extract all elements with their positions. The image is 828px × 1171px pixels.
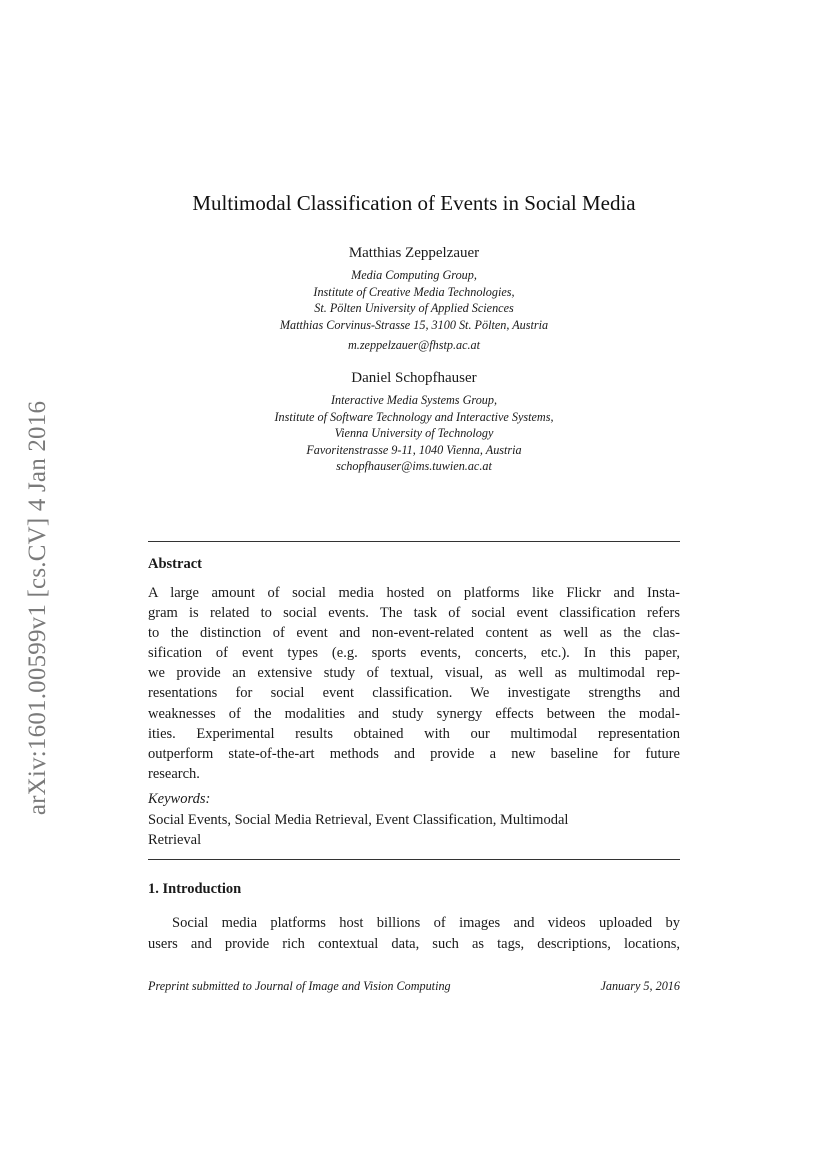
abstract-line: research. (148, 765, 200, 782)
abstract-bottom-rule (148, 859, 680, 860)
arxiv-identifier-stamp (16, 372, 60, 844)
abstract-line: sification of event types (e.g. sports events, concerts, etc.). In this paper, (148, 645, 680, 662)
author-email: schopfhauser@ims.tuwien.ac.at (336, 459, 492, 474)
author-block-2 (148, 368, 680, 475)
author-name: Daniel Schopfhauser (351, 370, 477, 386)
page-footer (148, 979, 680, 994)
abstract-line: outperform state-of-the-art methods and provide a new baseline for future (148, 745, 680, 762)
affiliation-line: Interactive Media Systems Group, (330, 393, 498, 407)
keywords-list (148, 810, 680, 850)
keywords-label: Keywords: (148, 791, 211, 807)
affiliation-line: St. Pölten University of Applied Sciences (314, 301, 514, 316)
abstract-heading: Abstract (148, 556, 202, 572)
section-heading-introduction: 1. Introduction (148, 881, 242, 897)
affiliation-line: Vienna University of Technology (334, 426, 494, 441)
affiliation-line: Matthias Corvinus-Strasse 15, 3100 St. Pölten, Austria (279, 317, 549, 332)
abstract-text (148, 583, 680, 784)
abstract-line: we provide an extensive study of textual, visual, as well as multimodal rep- (148, 665, 680, 682)
footer-journal: Preprint submitted to Journal of Image and Vision Computing (148, 979, 451, 993)
author-name: Matthias Zeppelzauer (348, 245, 480, 261)
abstract-line: weaknesses of the modalities and study synergy effects between the modal- (148, 705, 680, 722)
affiliation-line: Favoritenstrasse 9-11, 1040 Vienna, Austria (306, 442, 522, 457)
paper-title: Multimodal Classification of Events in Social Media (192, 191, 636, 215)
abstract-top-rule (148, 541, 680, 542)
footer-date: January 5, 2016 (600, 979, 680, 993)
author-block-1 (148, 243, 680, 354)
affiliation-line: Institute of Software Technology and Interactive Systems, (274, 409, 554, 424)
abstract-line: to the distinction of event and non-event-related content as well as the clas- (148, 625, 680, 642)
introduction-line: Social media platforms host billions of images and videos uploaded by (172, 915, 680, 931)
introduction-line: users and provide rich contextual data, such as tags, descriptions, locations, (148, 935, 680, 952)
author-email: m.zeppelzauer@fhstp.ac.at (347, 338, 481, 353)
arxiv-identifier-text: arXiv:1601.00599v1 [cs.CV] 4 Jan 2016 (24, 400, 52, 816)
abstract-line: A large amount of social media hosted on platforms like Flickr and Insta- (148, 585, 680, 601)
abstract-line: gram is related to social events. The task of social event classification refers (148, 605, 680, 622)
keywords-line: Retrieval (148, 832, 202, 848)
affiliation-line: Institute of Creative Media Technologies, (313, 284, 515, 299)
introduction-text (148, 913, 680, 954)
abstract-line: ities. Experimental results obtained with our multimodal representation (148, 725, 680, 742)
affiliation-line: Media Computing Group, (351, 268, 477, 282)
abstract-line: resentations for social event classification. We investigate strengths and (148, 685, 680, 702)
keywords-line: Social Events, Social Media Retrieval, Event Classification, Multimodal (148, 812, 569, 828)
